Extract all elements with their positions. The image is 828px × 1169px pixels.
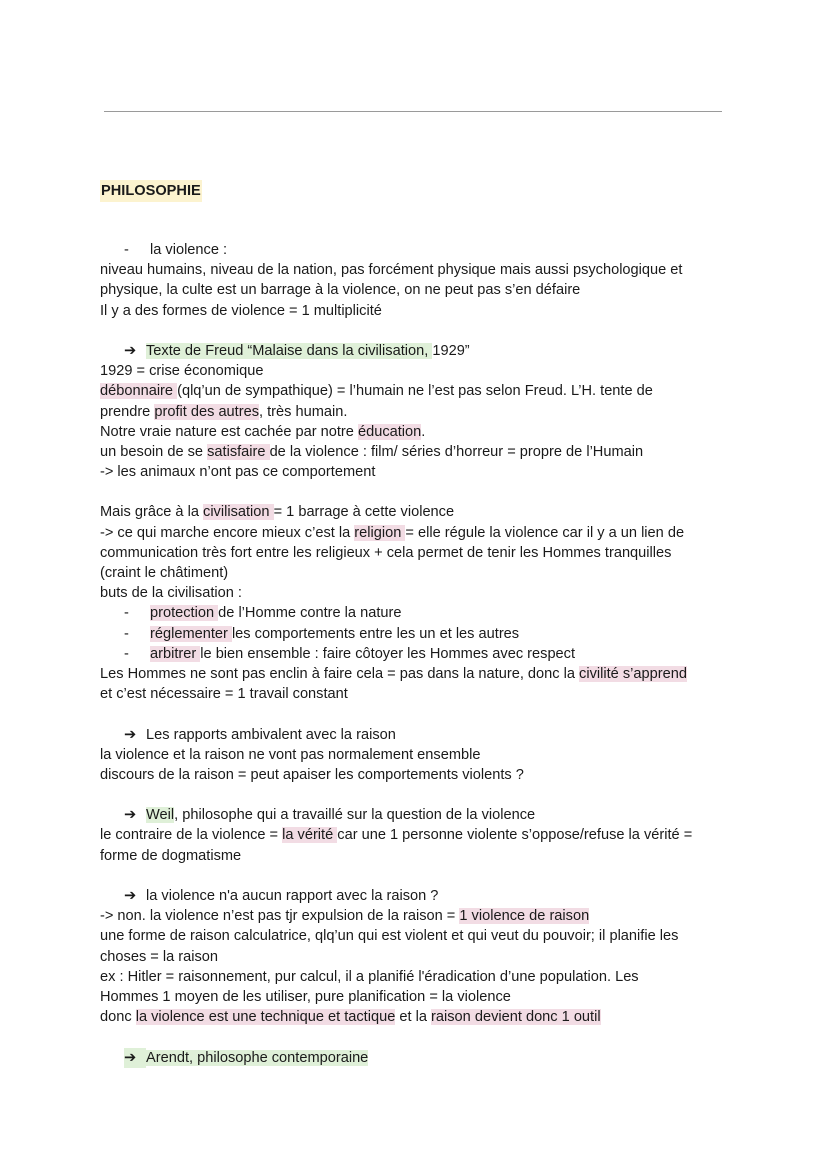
text-line: la violence et la raison ne vont pas normalement ensemble xyxy=(100,746,481,763)
text-line: le contraire de la violence = la vérité car une 1 personne violente s’oppose/refuse la vérité = xyxy=(100,827,693,844)
arrow-heading xyxy=(100,1048,730,1068)
bullet-item: - arbitrer le bien ensemble : faire côtoyer les Hommes avec respect xyxy=(100,644,730,664)
text-line: ex : Hitler = raisonnement, pur calcul, il a planifié l'éradication d’une population. Les xyxy=(100,968,639,985)
text-line: Mais grâce à la civilisation = 1 barrage à cette violence xyxy=(100,504,455,521)
bullet-item: - protection de l’Homme contre la nature xyxy=(100,603,730,623)
highlight-pink: réglementer xyxy=(150,625,232,642)
bullet-item: - réglementer les comportements entre les un et les autres xyxy=(100,624,730,644)
text-line: Notre vraie nature est cachée par notre éducation. xyxy=(100,423,426,440)
arrow-heading: ➔ Les rapports ambivalent avec la raison xyxy=(100,725,730,745)
highlight-pink: civilisation xyxy=(203,504,274,521)
highlight-green: Weil xyxy=(146,807,175,824)
dash-marker: - xyxy=(124,645,129,662)
highlight-pink: profit des autres xyxy=(154,403,260,420)
text-line: physique, la culte est un barrage à la violence, on ne peut pas s’en défaire xyxy=(100,282,581,299)
text-line: Les Hommes ne sont pas enclin à faire cela = pas dans la nature, donc la civilité s’apprend xyxy=(100,665,687,682)
text-line: un besoin de se satisfaire de la violence : film/ séries d’horreur = propre de l’Humain xyxy=(100,443,644,460)
page-title: PHILOSOPHIE xyxy=(100,180,202,202)
arrow-icon: ➔ xyxy=(124,1048,146,1068)
arrow-heading: ➔ Texte de Freud “Malaise dans la civilisation, 1929” xyxy=(100,341,730,361)
arrow-heading: ➔ la violence n'a aucun rapport avec la raison ? xyxy=(100,886,730,906)
highlight-pink: raison devient donc 1 outil xyxy=(431,1009,601,1026)
notes-body xyxy=(100,240,730,1068)
text-line: débonnaire (qlq’un de sympathique) = l’humain ne l’est pas selon Freud. L’H. tente de xyxy=(100,383,653,400)
horizontal-rule xyxy=(104,111,722,112)
text-line: forme de dogmatisme xyxy=(100,847,242,864)
highlight-pink: arbitrer xyxy=(150,645,201,662)
text-line: 1929 = crise économique xyxy=(100,363,264,380)
text-line: communication très fort entre les religieux + cela permet de tenir les Hommes tranquilles xyxy=(100,544,672,561)
highlight-pink: protection xyxy=(150,605,219,622)
highlight-pink: 1 violence de raison xyxy=(459,908,590,925)
text-line: -> ce qui marche encore mieux c’est la religion = elle régule la violence car il y a un lien de xyxy=(100,524,685,541)
arrow-icon: ➔ xyxy=(124,726,137,743)
text-line: donc la violence est une technique et tactique et la raison devient donc 1 outil xyxy=(100,1009,601,1026)
dash-marker: - xyxy=(124,625,129,642)
arrow-icon: ➔ xyxy=(124,888,137,904)
text-line: discours de la raison = peut apaiser les comportements violents ? xyxy=(100,766,524,783)
text-line: -> non. la violence n’est pas tjr expulsion de la raison = 1 violence de raison xyxy=(100,908,590,925)
text-line: (craint le châtiment) xyxy=(100,565,229,581)
arrow-icon: ➔ xyxy=(124,807,137,824)
text-line: buts de la civilisation : xyxy=(100,585,242,602)
highlight-pink: la vérité xyxy=(282,827,338,844)
text-line: Il y a des formes de violence = 1 multiplicité xyxy=(100,302,382,319)
highlight-pink: civilité s’apprend xyxy=(579,665,687,682)
text-line: -> les animaux n’ont pas ce comportement xyxy=(100,464,376,481)
highlight-pink: satisfaire xyxy=(207,443,270,460)
text-line: niveau humains, niveau de la nation, pas forcément physique mais aussi psychologique et xyxy=(100,262,683,279)
highlight-pink: éducation xyxy=(357,423,422,440)
text-line: prendre profit des autres, très humain. xyxy=(100,403,348,420)
highlight-green: Texte de Freud “Malaise dans la civilisation, xyxy=(146,342,433,359)
dash-marker: - xyxy=(124,605,129,622)
text-line: choses = la raison xyxy=(100,948,219,965)
highlight-pink: religion xyxy=(354,524,406,541)
highlight-green: Arendt, philosophe contemporaine xyxy=(146,1049,369,1066)
text-line: une forme de raison calculatrice, qlq’un qui est violent et qui veut du pouvoir; il planifie les xyxy=(100,928,679,945)
text-line: Hommes 1 moyen de les utiliser, pure planification = la violence xyxy=(100,988,511,1005)
highlight-pink: la violence est une technique et tactique xyxy=(135,1009,396,1026)
arrow-heading: ➔ Weil, philosophe qui a travaillé sur la question de la violence xyxy=(100,805,730,825)
text-line: et c’est nécessaire = 1 travail constant xyxy=(100,686,348,703)
arrow-icon: ➔ xyxy=(124,342,137,359)
highlight-pink: débonnaire xyxy=(100,383,178,400)
dash-marker: - xyxy=(124,242,129,258)
bullet-item: - la violence : xyxy=(100,240,730,260)
